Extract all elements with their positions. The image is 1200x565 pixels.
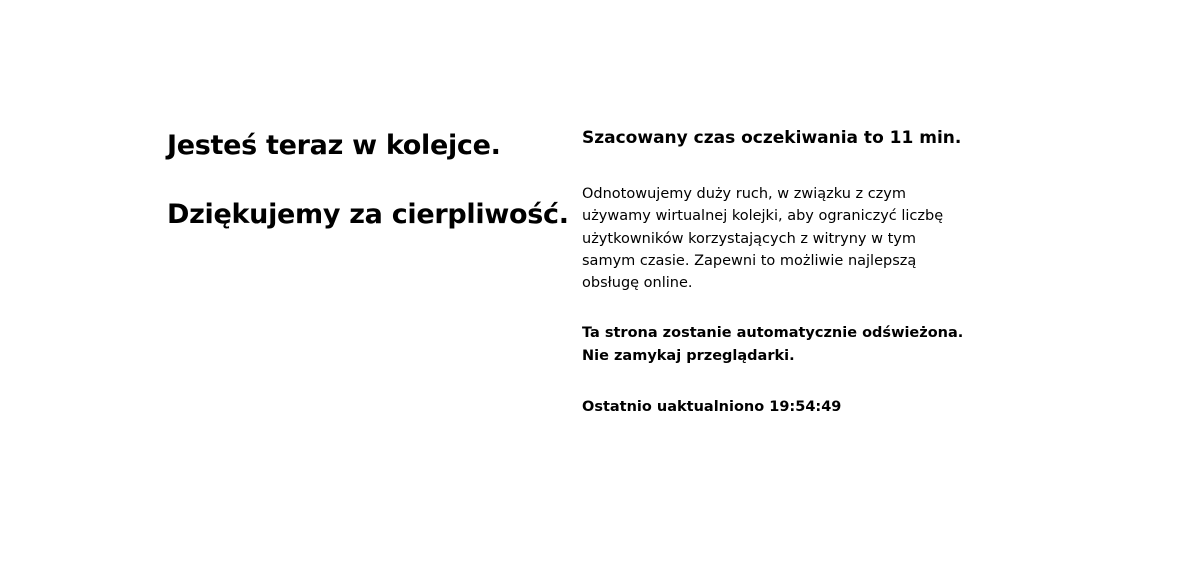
thank-you-heading: Dziękujemy za cierpliwość. xyxy=(167,199,569,230)
auto-refresh-notice: Ta strona zostanie automatycznie odświeżona. Nie zamykaj przeglądarki. xyxy=(582,325,964,364)
last-updated-timestamp: Ostatnio uaktualniono 19:54:49 xyxy=(582,399,842,416)
traffic-info-text: Odnotowujemy duży ruch, w związku z czym używamy wirtualnej kolejki, aby ograniczyć liczbę użytkowników korzystających z witryny w tym samym czasie. Zapewni to możliwie najlepszą obsługę online. xyxy=(582,186,944,292)
queue-status-heading: Jesteś teraz w kolejce. xyxy=(167,130,501,161)
estimated-wait-time: Szacowany czas oczekiwania to 11 min. xyxy=(582,128,962,148)
queue-headline-section xyxy=(167,124,569,237)
queue-details-section xyxy=(582,126,967,418)
